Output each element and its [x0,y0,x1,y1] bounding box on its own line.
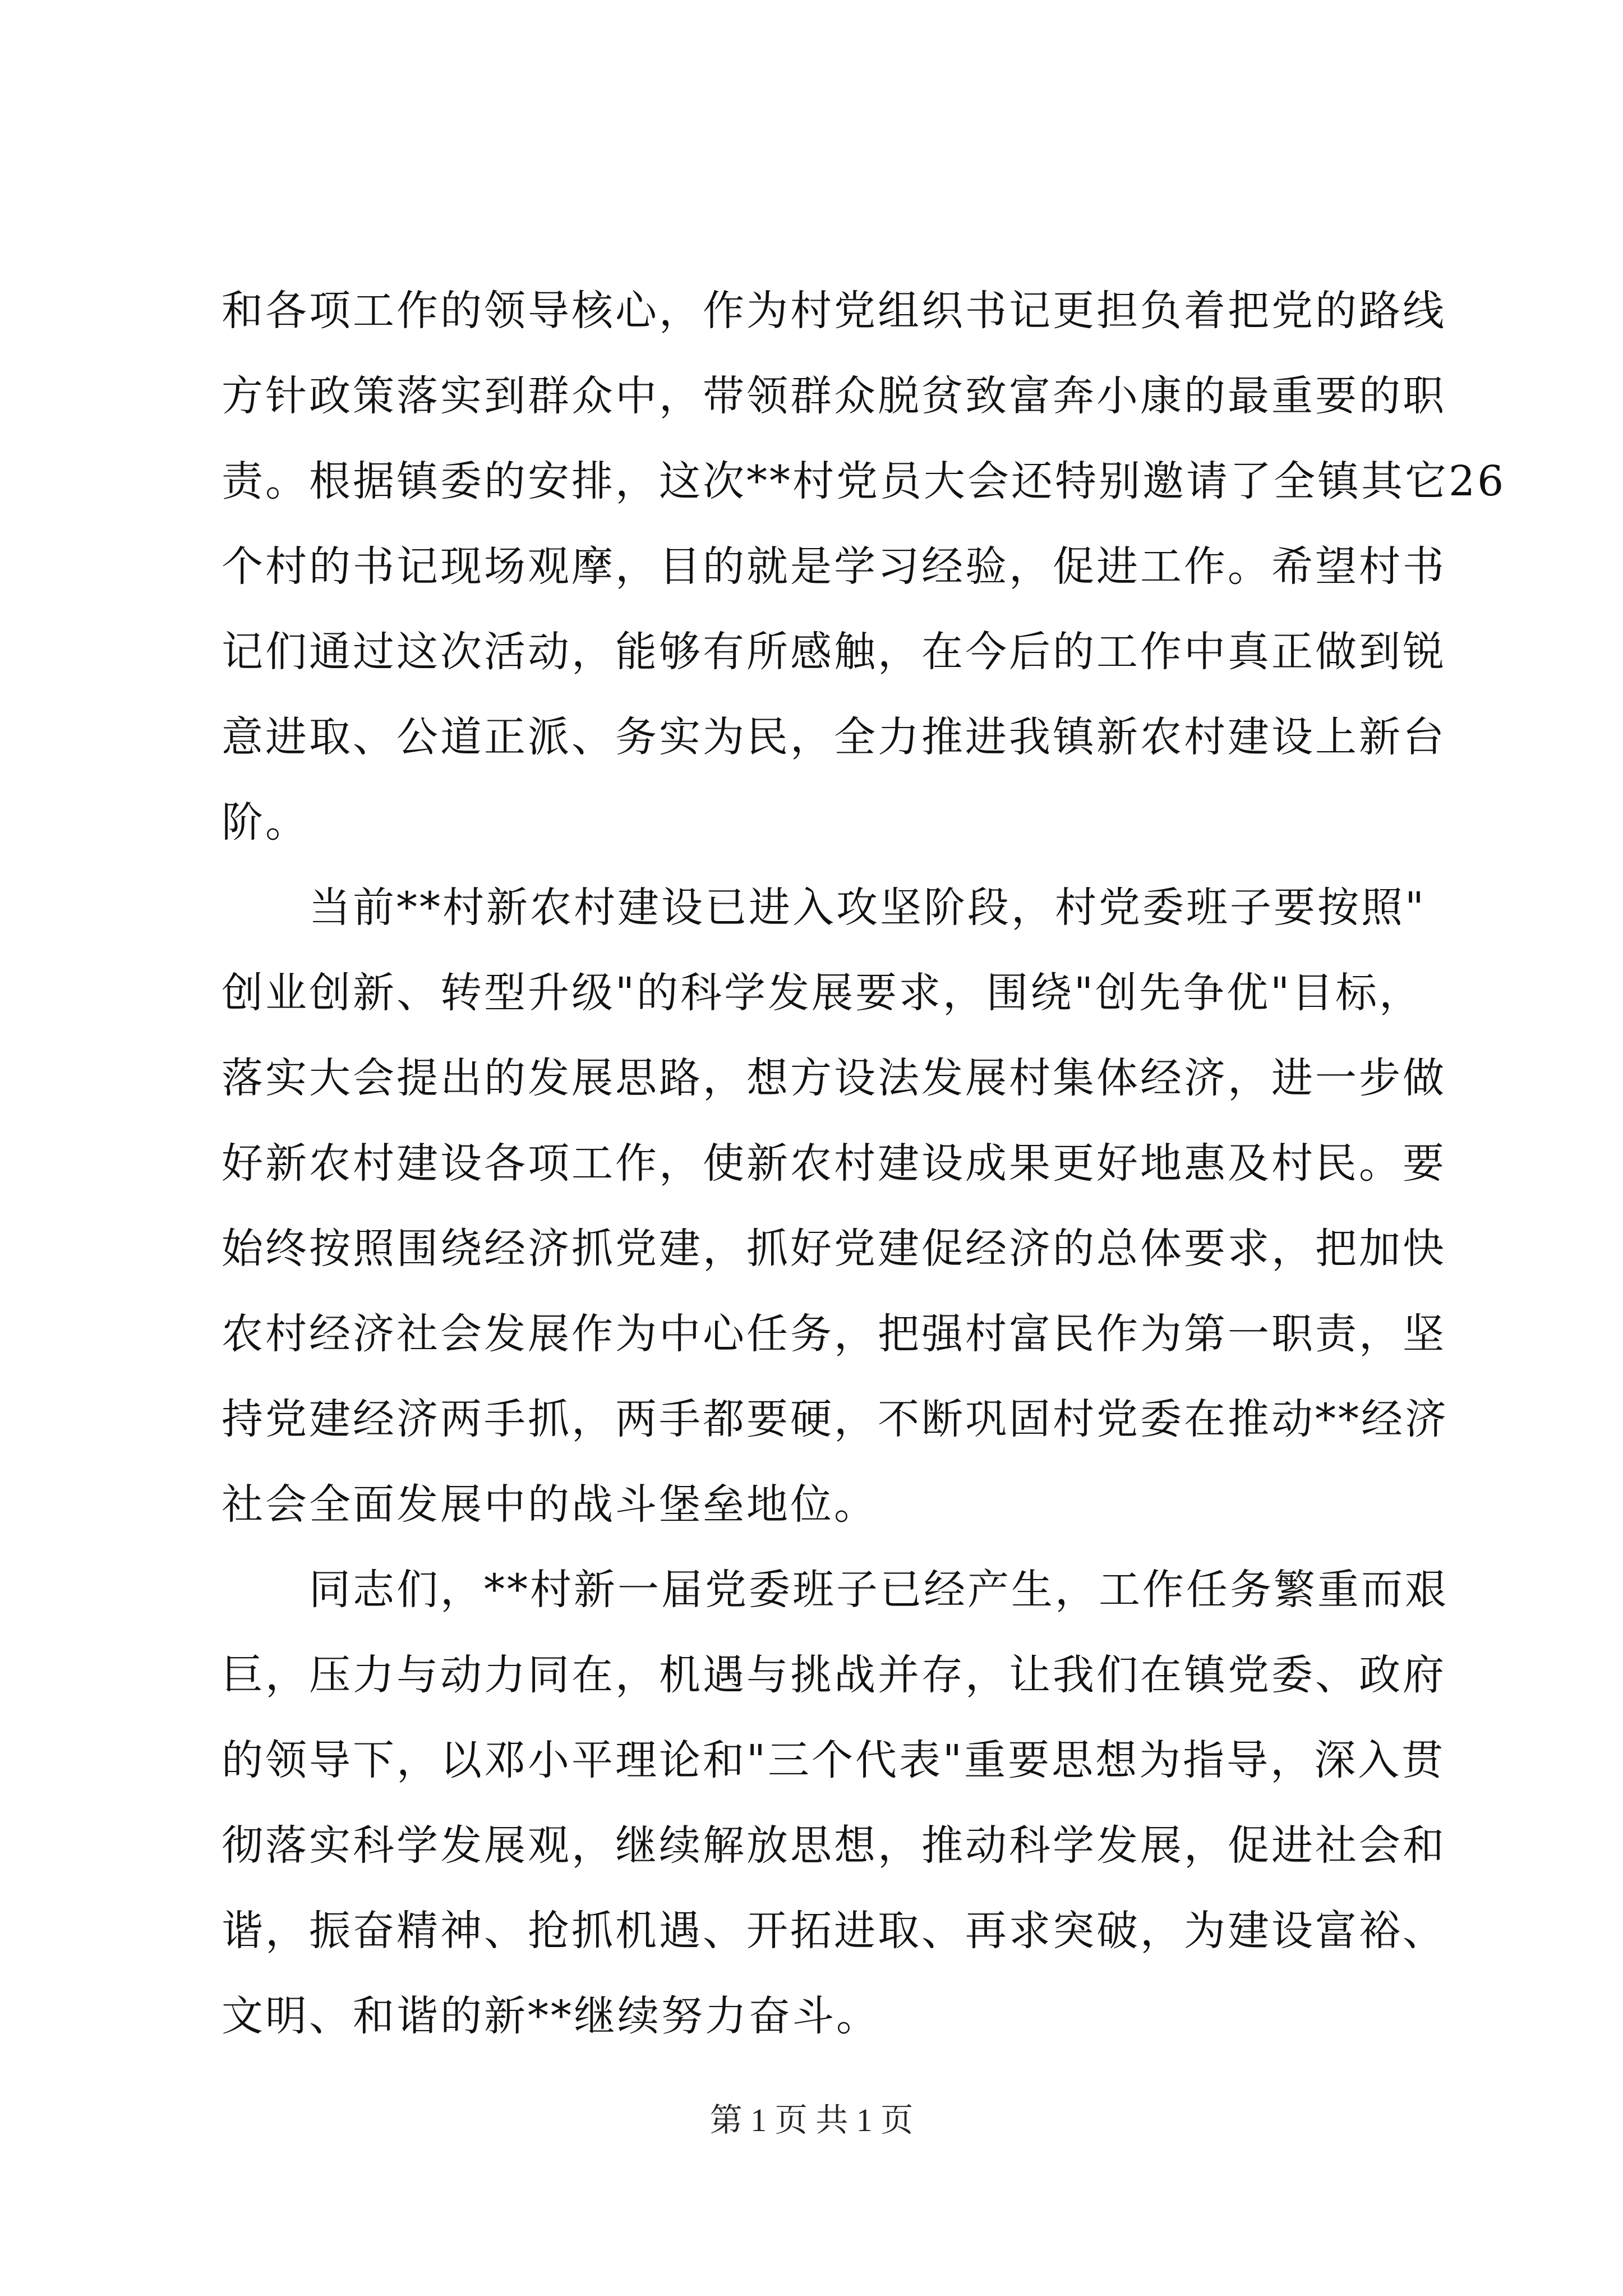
text-line: 的领导下，以邓小平理论和"三个代表"重要思想为指导，深入贯 [222,1736,1446,1784]
page-number-footer: 第 1 页 共 1 页 [709,2102,914,2138]
text-line: 方针政策落实到群众中，带领群众脱贫致富奔小康的最重要的职 [222,372,1446,420]
text-line: 谐，振奋精神、抢抓机遇、开拓进取、再求突破，为建设富裕、 [222,1907,1446,1955]
text-line: 始终按照围绕经济抓党建，抓好党建促经济的总体要求，把加快 [222,1225,1446,1273]
text-line: 责。根据镇委的安排，这次**村党员大会还特别邀请了全镇其它26 [222,457,1506,505]
document-body [222,268,1506,2059]
text-line: 创业创新、转型升级"的科学发展要求，围绕"创先争优"目标， [222,969,1423,1017]
text-line: 好新农村建设各项工作，使新农村建设成果更好地惠及村民。要 [222,1139,1446,1188]
text-line: 落实大会提出的发展思路，想方设法发展村集体经济，进一步做 [222,1054,1446,1102]
text-line: 巨，压力与动力同在，机遇与挑战并存，让我们在镇党委、政府 [222,1651,1446,1699]
paragraph-start-line: 当前**村新农村建设已进入攻坚阶段，村党委班子要按照" [222,884,1427,932]
text-line: 持党建经济两手抓，两手都要硬，不断巩固村党委在推动**经济 [222,1395,1449,1443]
text-line: 彻落实科学发展观，继续解放思想，推动科学发展，促进社会和 [222,1821,1446,1870]
text-line: 农村经济社会发展作为中心任务，把强村富民作为第一职责，坚 [222,1310,1446,1358]
text-line: 记们通过这次活动，能够有所感触，在今后的工作中真正做到锐 [222,628,1446,676]
text-line: 社会全面发展中的战斗堡垒地位。 [222,1480,878,1529]
paragraph-start-line: 同志们，**村新一届党委班子已经产生，工作任务繁重而艰 [222,1566,1449,1614]
text-line: 和各项工作的领导核心，作为村党组织书记更担负着把党的路线 [222,287,1446,335]
text-line: 个村的书记现场观摩，目的就是学习经验，促进工作。希望村书 [222,542,1446,591]
text-line: 意进取、公道正派、务实为民，全力推进我镇新农村建设上新台 [222,713,1446,761]
text-line: 文明、和谐的新**继续努力奋斗。 [222,1992,880,2040]
text-line: 阶。 [222,798,309,846]
